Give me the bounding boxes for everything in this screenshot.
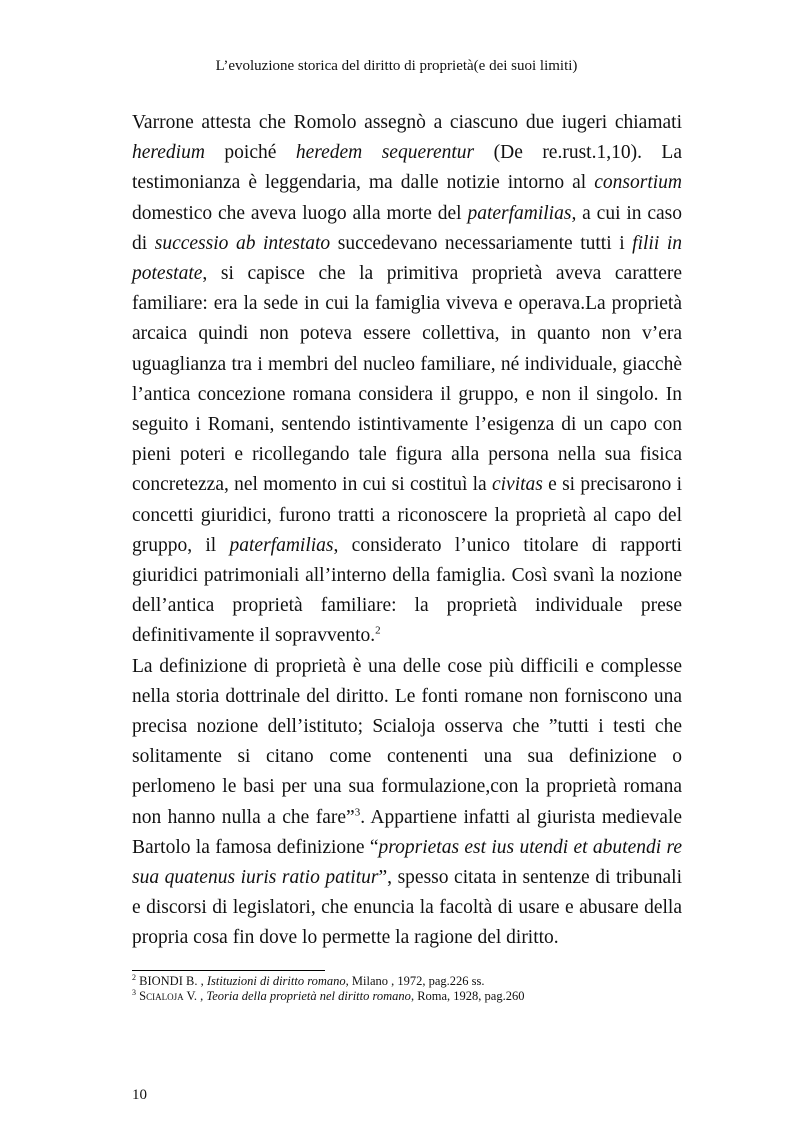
page-number: 10 xyxy=(132,1087,147,1103)
text-run: poiché xyxy=(204,142,296,164)
text-run: (De re.rust.1,10). La testimonianza è leggendaria, ma dalle notizie intorno al xyxy=(132,142,682,194)
italic-run: heredem sequerentur xyxy=(295,142,475,164)
italic-run: Teoria della proprietà nel diritto romano xyxy=(206,989,411,1003)
italic-run: Istituzioni di diritto romano xyxy=(206,974,346,988)
footnotes xyxy=(132,974,692,1004)
text-run: succedevano necessariamente tutti i xyxy=(330,232,633,254)
smallcaps-run: Scialoja xyxy=(139,989,184,1003)
footnote-ref: 3 xyxy=(354,806,361,819)
italic-run: civitas xyxy=(491,474,543,496)
text-run: e si precisarono i concetti giuridici, furono tratti a riconoscere la proprietà al capo del gruppo, il xyxy=(132,474,682,556)
footnote-ref: 2 xyxy=(375,624,381,637)
footnote-3 xyxy=(132,989,692,1004)
text-run: , si capisce che la primitiva proprietà aveva carattere familiare: era la sede in cui la famiglia viveva e operava.La proprietà arcaica quindi non poteva essere collettiva, in quanto non v’era uguaglianza tra i membri del nucleo familiare, né individuale, giacchè l’antica concezione romana considera il gruppo, e non il singolo. In seguito i Romani, sentendo istintivamente l’esigenza di un capo con pieni poteri e ricollegando tale figura alla persona nella sua fisica concretezza, nel momento in cui si costituì la xyxy=(132,263,682,496)
footnote-number: 3 xyxy=(132,987,136,997)
text-run: ”, spesso citata in sentenze di tribunali e discorsi di legislatori, che enuncia la facoltà di usare e abusare della propria cosa fin dove lo permette la ragione del diritto. xyxy=(132,867,683,949)
footnote-separator xyxy=(132,970,325,971)
italic-run: paterfamilias xyxy=(229,534,334,556)
paragraph-1 xyxy=(132,108,682,652)
text-run: Varrone attesta che Romolo assegnò a ciascuno due iugeri chiamati xyxy=(132,112,682,133)
text-run: , Roma, 1928, pag.260 xyxy=(410,989,525,1003)
text-run: La definizione di proprietà è una delle cose più difficili e complesse nella storia dottrinale del diritto. Le fonti romane non forniscono una precisa nozione dell’istituto; Scialoja osserva che ”tutti i testi che solitamente si citano come contenenti una sua definizione o perlomeno le basi per una sua formulazione,con la proprietà romana non hanno nulla a che fare” xyxy=(132,655,682,828)
italic-run: heredium xyxy=(132,142,205,164)
text-run: V. , xyxy=(183,989,207,1003)
text-run: domestico che aveva luogo alla morte del xyxy=(132,202,468,224)
paragraph-2 xyxy=(132,652,682,954)
text-run: , Milano , 1972, pag.226 ss. xyxy=(345,974,485,988)
italic-run: consortium xyxy=(594,172,682,194)
italic-run: paterfamilias, xyxy=(467,202,577,224)
body-text xyxy=(132,108,682,954)
text-run: BIONDI B. , xyxy=(136,974,207,988)
text-run: a cui in caso di xyxy=(132,202,682,254)
text-run: . Appartiene infatti al giurista medievale Bartolo la famosa definizione “ xyxy=(132,806,682,858)
italic-run: filii in potestate xyxy=(132,232,682,285)
footnote-2 xyxy=(132,974,692,989)
italic-run: successio ab intestato xyxy=(154,232,331,254)
italic-run: proprietas est ius utendi et abutendi re sua quatenus iuris ratio patitur xyxy=(132,836,682,889)
footnote-number: 2 xyxy=(132,972,136,982)
running-header: L’evoluzione storica del diritto di proprietà(e dei suoi limiti) xyxy=(215,58,578,74)
text-run: , considerato l’unico titolare di rapporti giuridici patrimoniali all’interno della famiglia. Così svanì la nozione dell’antica proprietà familiare: la proprietà individuale prese definitivamente il sopravvento. xyxy=(132,534,682,647)
